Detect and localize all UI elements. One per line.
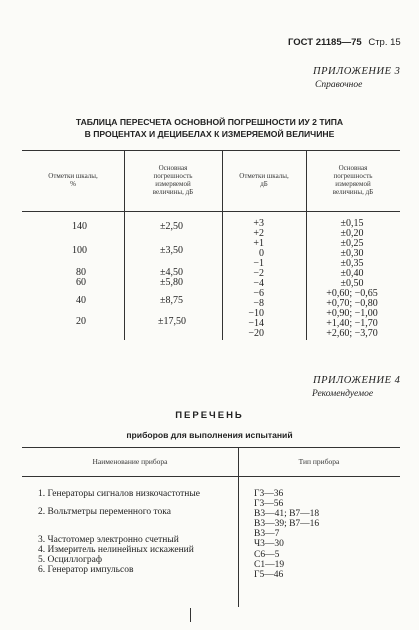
right-error-column	[312, 219, 392, 339]
page-number: Стр. 15	[368, 37, 401, 48]
table-cell: ±0,40	[340, 268, 364, 279]
table-cell: +1,40; −1,70	[326, 318, 378, 329]
table-cell: ±0,50	[340, 278, 364, 289]
list-item: 1. Генераторы сигналов низкочастотные	[38, 489, 200, 499]
table-cell: С6—5	[254, 549, 280, 560]
table-cell: Ч3—30	[254, 539, 284, 550]
col-header-error-2: Основная погрешность измеряемой величины, дБ	[332, 164, 374, 196]
col-header-scale-percent: Отметки шкалы, %	[48, 172, 98, 188]
table-cell: −1	[253, 258, 264, 269]
table-title-line2: В ПРОЦЕНТАХ И ДЕЦИБЕЛАХ К ИЗМЕРЯЕМОЙ ВЕЛИЧИНЕ	[84, 129, 335, 139]
list-item: 6. Генератор импульсов	[38, 565, 134, 575]
table-row: 100	[72, 245, 87, 256]
table-cell: Г5—46	[254, 569, 284, 580]
right-mark-column	[230, 219, 264, 339]
table2-top-rule	[22, 447, 400, 448]
appendix-3-subtitle: Справочное	[315, 80, 363, 90]
table-cell: −2	[253, 268, 264, 279]
table-cell: ±0,15	[340, 218, 364, 229]
table-cell: +0,60; −0,65	[326, 288, 378, 299]
table-row: 140	[72, 221, 87, 232]
table-cell: +2,60; −3,70	[326, 328, 378, 339]
table2-bottom-stub	[190, 608, 191, 622]
table-cell: +1	[253, 238, 264, 249]
page-header	[288, 37, 401, 48]
table-cell: С1—19	[254, 559, 285, 570]
list-title: ПЕРЕЧЕНЬ	[175, 410, 244, 421]
table-cell: −6	[253, 288, 264, 299]
standard-number: ГОСТ 21185—75	[288, 37, 362, 48]
table-row: ±5,80	[160, 277, 183, 288]
col-header-scale-db: Отметки шкалы, дБ	[239, 172, 289, 188]
col-header-instrument-name: Наименование прибора	[92, 457, 168, 466]
table-cell: 0	[259, 248, 264, 259]
table-cell: −20	[248, 328, 264, 339]
table-cell: ±0,30	[340, 248, 364, 259]
list-item: 2. Вольтметры переменного тока	[38, 507, 171, 517]
list-subtitle: приборов для выполнения испытаний	[126, 430, 293, 440]
table-cell: Г3—56	[254, 499, 284, 510]
table-row: ±8,75	[160, 295, 183, 306]
table-cell: +2	[253, 228, 264, 239]
table-cell: −14	[248, 318, 264, 329]
table2-header-rule	[22, 476, 400, 477]
table-cell: ±0,20	[340, 228, 364, 239]
table-row: 20	[76, 316, 86, 327]
col-header-instrument-type: Тип прибора	[298, 457, 340, 466]
table-cell: +0,90; −1,00	[326, 308, 378, 319]
appendix-3-title: ПРИЛОЖЕНИЕ 3	[313, 66, 401, 77]
table-row: ±2,50	[160, 221, 183, 232]
table-cell: +3	[253, 218, 264, 229]
list-item: 4. Измеритель нелинейных искажений	[38, 545, 194, 555]
table-cell: −10	[248, 308, 264, 319]
table-cell: ±0,25	[340, 238, 364, 249]
table-row: ±3,50	[160, 245, 183, 256]
table-cell: Г3—36	[254, 489, 284, 499]
table-cell: −4	[253, 278, 264, 289]
table-cell: −8	[253, 298, 264, 309]
appendix-4-subtitle: Рекомендуемое	[312, 389, 374, 399]
table-row: 80	[76, 267, 86, 278]
instrument-type-column	[254, 489, 319, 580]
table-title-line1: ТАБЛИЦА ПЕРЕСЧЕТА ОСНОВНОЙ ПОГРЕШНОСТИ ИУ 2 ТИПА	[75, 117, 344, 127]
table-cell: В3—7	[254, 529, 280, 540]
table-row: ±17,50	[158, 316, 186, 327]
table-cell: ±0,35	[340, 258, 364, 269]
table-cell: +0,70; −0,80	[326, 298, 378, 309]
table-row: ±4,50	[160, 267, 183, 278]
list-item: 3. Частотомер электронно счетный	[38, 535, 179, 545]
table1-top-rule	[22, 150, 400, 151]
table-cell: В3—41; В7—18	[254, 509, 320, 520]
table1-header-rule	[22, 211, 400, 212]
table-cell: В3—39; В7—16	[254, 519, 320, 530]
appendix-4-title: ПРИЛОЖЕНИЕ 4	[313, 375, 401, 386]
table-row: 40	[76, 295, 86, 306]
col-header-error-1: Основная погрешность измеряемой величины, дБ	[152, 164, 194, 196]
list-item: 5. Осциллограф	[38, 555, 102, 565]
table2-divider	[238, 447, 239, 607]
table-row: 60	[76, 277, 86, 288]
